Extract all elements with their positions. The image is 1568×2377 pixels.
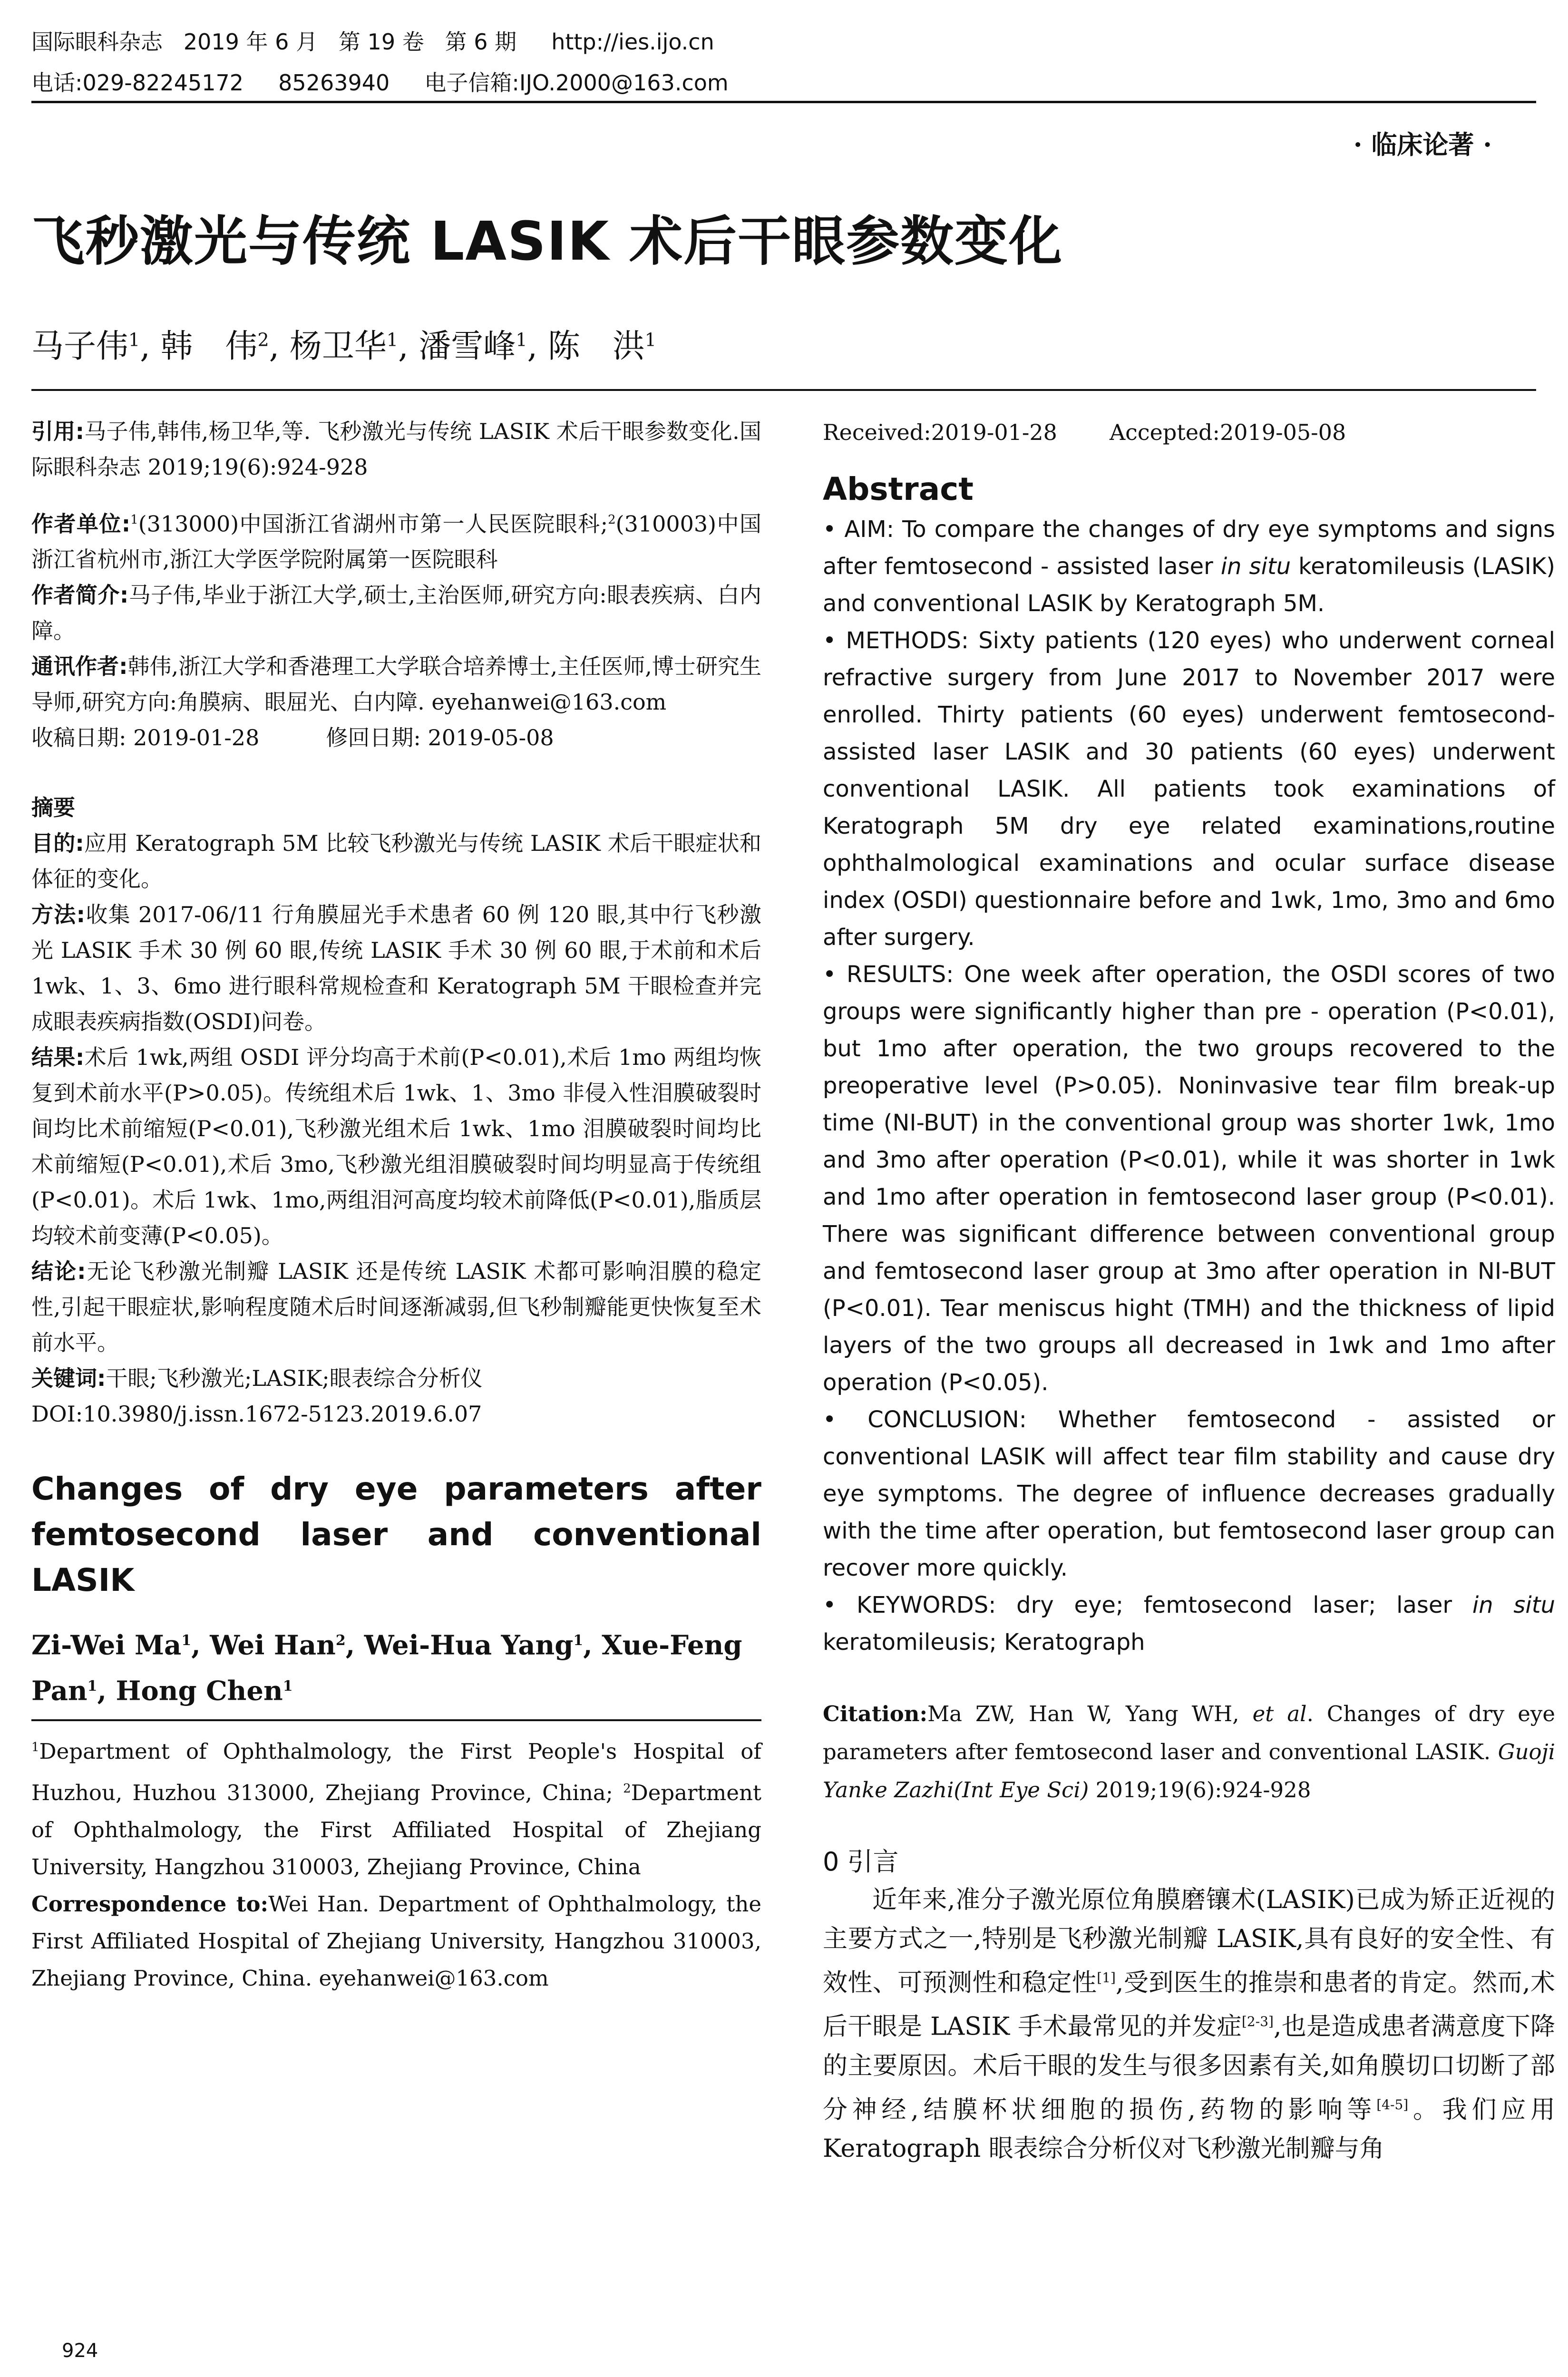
right-column <box>823 414 1555 2168</box>
author-cn: 马子伟 <box>31 328 129 365</box>
left-column <box>31 414 761 1997</box>
author-cn: 陈 洪 <box>547 328 645 365</box>
page-number: 924 <box>62 2340 98 2362</box>
abstract-results-en: • RESULTS: One week after operation, the OSDI scores of two groups were significantly higher than pre - operation (P<0.01), but 1mo after operation, the two groups recovered to the preoperative level (P>0.05). Noninvasive tear film break-up time (NI-BUT) in the conventional group was shorter 1wk, 1mo and 3mo after operation (P<0.01), while it was shorter in 1wk and 1mo after operation in femtosecond laser group (P<0.01). There was significant difference between conventional group and femtosecond laser group at 3mo after operation in NI-BUT (P<0.01). Tear meniscus hight (TMH) and the thickness of lipid layers of the two groups all decreased in 1wk and 1mo after operation (P<0.05). <box>823 961 1555 1396</box>
corr-block: 通讯作者:韩伟,浙江大学和香港理工大学联合培养博士,主任医师,博士研究生导师,研究方向:角膜病、眼屈光、白内障. eyehanwei@163.com <box>31 653 761 715</box>
abstract-aim-en: • AIM: To compare the changes of dry eye symptoms and signs after femtosecond - assisted laser in situ keratomileusis (LASIK) and conventional LASIK by Keratograph 5M. <box>823 516 1556 617</box>
correspondence-en: Correspondence to:Wei Han. Department of Ophthalmology, the First Affiliated Hospital of Zhejiang University, Hangzhou 310003, Zhejiang Province, China. eyehanwei@163.com <box>31 1891 761 1991</box>
doi: DOI:10.3980/j.issn.1672-5123.2019.6.07 <box>31 1401 482 1427</box>
unit-block: 作者单位:$^1$(313000)中国浙江省湖州市第一人民医院眼科;$^2$(310003)中国浙江省杭州市,浙江大学医学院附属第一医院眼科 <box>31 511 761 573</box>
author-cn: 杨卫华 <box>289 328 387 365</box>
abstract-heading-cn: 摘要 <box>31 795 75 821</box>
header-rule <box>31 101 1536 103</box>
cite-block: 引用:马子伟,韩伟,杨卫华,等. 飞秒激光与传统 LASIK 术后干眼参数变化.国际眼科杂志 2019;19(6):924-928 <box>31 419 761 480</box>
authors-en: Zi-Wei Ma$^1$, Wei Han$^2$, Wei-Hua Yang$^1$, Xue-Feng Pan$^1$, Hong Chen$^1$ <box>31 1629 742 1707</box>
title-rule <box>31 389 1536 391</box>
abstract-conclusion-en: • CONCLUSION: Whether femtosecond - assisted or conventional LASIK will affect tear film stability and cause dry eye symptoms. The degree of influence decreases gradually with the time after operation, but femtosecond laser group can recover more quickly. <box>823 1406 1555 1581</box>
intro-heading: 0 引言 <box>823 1847 899 1877</box>
abstract-method-cn: 方法:收集 2017-06/11 行角膜屈光手术患者 60 例 120 眼,其中行飞秒激光 LASIK 手术 30 例 60 眼,传统 LASIK 手术 30 例 60 眼,于术前和术后 1wk、1、3、6mo 进行眼科常规检查和 Keratograph 5M 干眼检查并完成眼表疾病指数(OSDI)问卷。 <box>31 902 761 1035</box>
article-title-cn: 飞秒激光与传统 LASIK 术后干眼参数变化 <box>31 211 1063 273</box>
article-title-en: Changes of dry eye parameters after femtosecond laser and conventional LASIK <box>31 1471 761 1599</box>
abstract-conclusion-cn: 结论:无论飞秒激光制瓣 LASIK 还是传统 LASIK 术都可影响泪膜的稳定性,引起干眼症状,影响程度随术后时间逐渐减弱,但飞秒制瓣能更快恢复至术前水平。 <box>31 1258 761 1356</box>
section-tag: · 临床论著 · <box>1353 129 1492 160</box>
abstract-methods-en: • METHODS: Sixty patients (120 eyes) who underwent corneal refractive surgery from June 2017 to November 2017 were enrolled. Thirty patients (60 eyes) underwent femtosecond-assisted laser LASIK and 30 patients (60 eyes) underwent conventional LASIK. All patients took examinations of Keratograph 5M dry eye related examinations,routine ophthalmological examinations and ocular surface disease index (OSDI) questionnaire before and 1wk, 1mo, 3mo and 6mo after surgery. <box>823 627 1556 951</box>
intro-paragraph: 近年来,准分子激光原位角膜磨镶术(LASIK)已成为矫正近视的主要方式之一,特别是飞秒激光制瓣 LASIK,具有良好的安全性、有效性、可预测性和稳定性[1],受到医生的推崇和患者的肯定。然而,术后干眼是 LASIK 手术最常见的并发症[2-3],也是造成患者满意度下降的主要原因。术后干眼的发生与很多因素有关,如角膜切口切断了部分神经,结膜杯状细胞的损伤,药物的影响等[4-5]。我们应用 Keratograph 眼表综合分析仪对飞秒激光制瓣与角 <box>823 1886 1556 2163</box>
keywords-en: • KEYWORDS: dry eye; femtosecond laser; laser in situ keratomileusis; Keratograph <box>823 1592 1555 1656</box>
keywords-cn: 关键词:干眼;飞秒激光;LASIK;眼表综合分析仪 <box>31 1365 483 1392</box>
citation-ref: [2-3] <box>1242 2014 1274 2030</box>
journal-header-line1: 国际眼科杂志 2019 年 6 月 第 19 卷 第 6 期 http://ies.ijo.cn <box>31 29 714 55</box>
citation-ref: [1] <box>1097 1970 1116 1986</box>
dates-cn: 收稿日期: 2019-01-28 修回日期: 2019-05-08 <box>31 725 554 751</box>
citation-ref: [4-5] <box>1376 2096 1409 2113</box>
received-accepted: Received:2019-01-28 Accepted:2019-05-08 <box>823 419 1346 445</box>
affiliations-en: $^1$Department of Ophthalmology, the First People's Hospital of Huzhou, Huzhou 313000, Zhejiang Province, China; $^2$Department of Ophthalmology, the First Affiliated Hospital of Zhejiang University, Hangzhou 310003, Zhejiang Province, China <box>31 1738 762 1880</box>
abstract-aim-cn: 目的:应用 Keratograph 5M 比较飞秒激光与传统 LASIK 术后干眼症状和体征的变化。 <box>31 830 762 892</box>
journal-header-line2: 电话:029-82245172 85263940 电子信箱:IJO.2000@163.com <box>31 70 729 96</box>
author-cn: 韩 伟 <box>160 328 258 365</box>
abstract-title-en: Abstract <box>823 471 974 507</box>
bio-block: 作者简介:马子伟,毕业于浙江大学,硕士,主治医师,研究方向:眼表疾病、白内障。 <box>31 582 761 644</box>
authors-cn: 马子伟$^1$, 韩 伟$^2$, 杨卫华$^1$, 潘雪峰$^1$, 陈 洪$^1$ <box>31 328 656 365</box>
abstract-result-cn: 结果:术后 1wk,两组 OSDI 评分均高于术前(P<0.01),术后 1mo 两组均恢复到术前水平(P>0.05)。传统组术后 1wk、1、3mo 非侵入性泪膜破裂时间均比术前缩短(P<0.01),飞秒激光组术后 1wk、1mo 泪膜破裂时间均比术前缩短(P<0.01),术后 3mo,飞秒激光组泪膜破裂时间均明显高于传统组(P<0.01)。术后 1wk、1mo,两组泪河高度均较术前降低(P<0.01),脂质层均较术前变薄(P<0.05)。 <box>31 1044 761 1249</box>
author-cn: 潘雪峰 <box>419 328 516 365</box>
citation-en: Citation:Ma ZW, Han W, Yang WH, et al. Changes of dry eye parameters after femtosecond laser and conventional LASIK. Guoji Yanke Zazhi(Int Eye Sci) 2019;19(6):924-928 <box>823 1701 1555 1802</box>
